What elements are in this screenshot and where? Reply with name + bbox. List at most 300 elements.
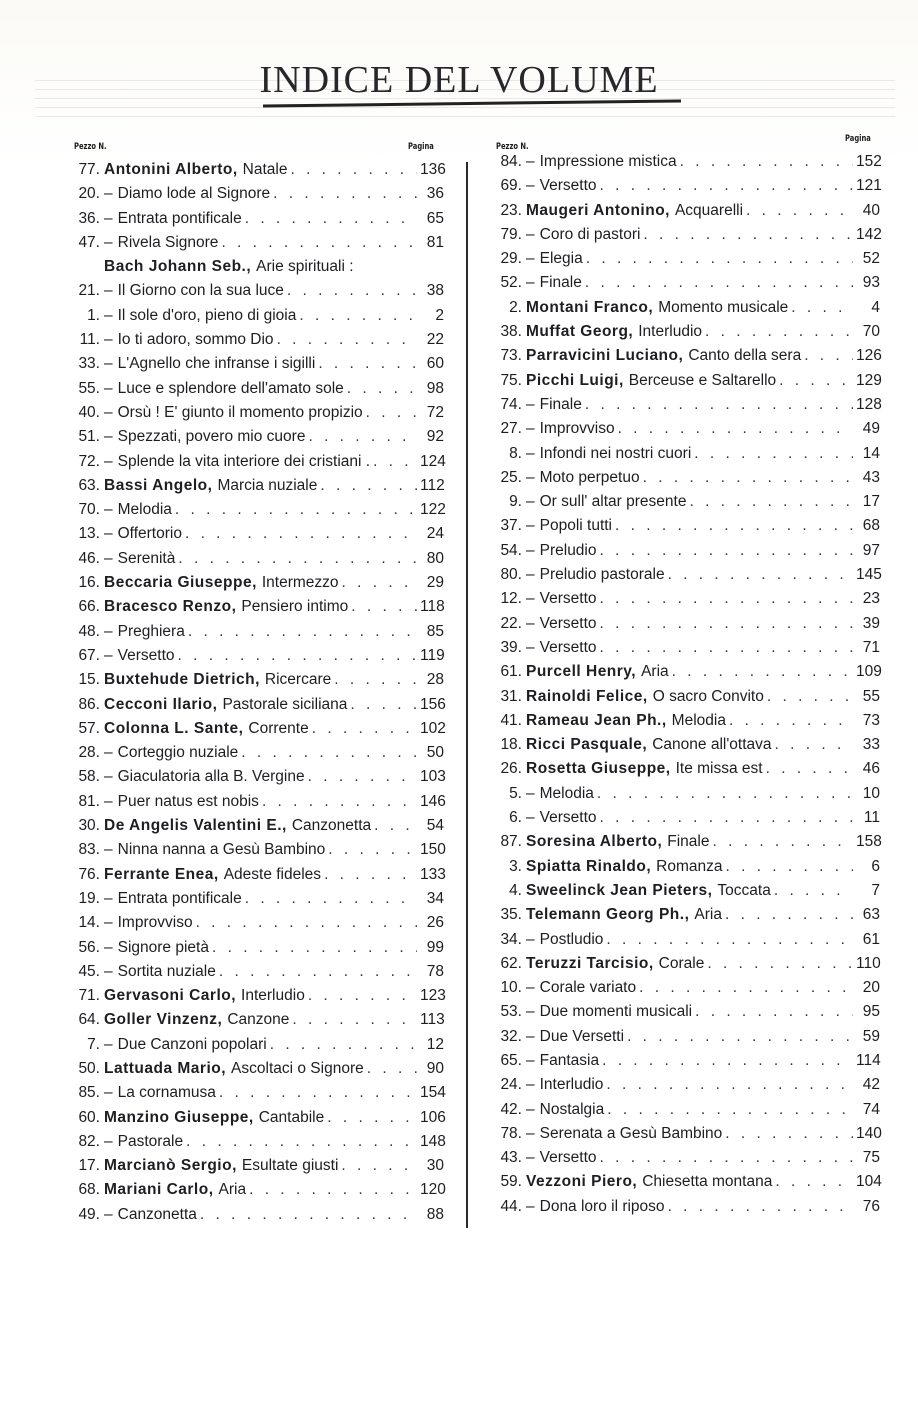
index-entry xyxy=(496,1170,880,1194)
work-title: Cantabile xyxy=(258,1108,325,1126)
piece-number: 65. xyxy=(500,1051,522,1069)
dot-leader xyxy=(643,466,853,490)
work-title: Canone all'ottava xyxy=(652,736,772,754)
composer-name: Muffat Georg, xyxy=(526,323,634,341)
entry-dash: – xyxy=(104,1084,113,1102)
work-title: Versetto xyxy=(539,809,597,827)
dot-leader xyxy=(639,976,853,1000)
piece-number: 4. xyxy=(509,881,522,899)
entry-dash: – xyxy=(104,841,113,859)
entry-dash: – xyxy=(104,938,113,956)
entry-dash: – xyxy=(104,331,113,349)
work-title: Ascoltaci o Signore xyxy=(231,1059,364,1077)
work-title: Impressione mistica xyxy=(539,153,677,170)
page-number: 73 xyxy=(862,711,880,729)
piece-number: 64. xyxy=(78,1011,100,1029)
dot-leader xyxy=(347,377,417,401)
dot-leader xyxy=(270,1033,417,1057)
index-entry xyxy=(496,150,880,174)
index-entry xyxy=(496,271,880,295)
piece-number: 85. xyxy=(78,1084,100,1102)
page-number: 109 xyxy=(856,663,882,681)
entry-dash: – xyxy=(104,355,113,373)
index-entry xyxy=(496,806,880,830)
composer-name: Teruzzi Tarcisio, xyxy=(526,954,654,972)
work-title: Luce e splendore dell'amato sole xyxy=(117,379,344,397)
work-title: Interludio xyxy=(638,323,703,341)
work-title: Canto della sera xyxy=(688,347,802,365)
page-number: 7 xyxy=(871,881,880,899)
dot-leader xyxy=(273,182,417,206)
piece-number: 48. xyxy=(78,622,100,640)
index-entry xyxy=(496,563,880,587)
index-entry xyxy=(74,717,444,741)
work-title: Giaculatoria alla B. Vergine xyxy=(117,768,305,786)
dot-leader xyxy=(308,984,417,1008)
dot-leader xyxy=(366,401,417,425)
page-number: 23 xyxy=(862,590,880,608)
entry-dash: – xyxy=(526,250,535,268)
piece-number: 27. xyxy=(500,420,522,438)
page-number: 126 xyxy=(856,347,882,365)
index-entry xyxy=(496,587,880,611)
page-number: 119 xyxy=(420,646,445,664)
entry-dash: – xyxy=(104,282,113,300)
piece-number: 34. xyxy=(500,930,522,948)
dot-leader xyxy=(188,620,417,644)
work-title: Aria xyxy=(694,906,722,924)
work-title: Infondi nei nostri cuori xyxy=(539,444,692,462)
work-title: L'Agnello che infranse i sigilli xyxy=(117,355,316,373)
page-number: 4 xyxy=(871,298,880,316)
entry-dash: – xyxy=(526,614,535,632)
dot-leader xyxy=(600,612,854,636)
right-page-header: Pagina xyxy=(845,134,871,144)
dot-leader xyxy=(196,911,417,935)
index-entry xyxy=(74,765,444,789)
piece-number: 60. xyxy=(78,1108,100,1126)
entry-dash: – xyxy=(526,444,535,462)
page-number: 63 xyxy=(862,906,880,924)
index-entry xyxy=(74,352,444,376)
piece-number: 21. xyxy=(78,282,100,300)
composer-name: Picchi Luigi, xyxy=(526,371,624,389)
index-entry xyxy=(496,976,880,1000)
page-number: 71 xyxy=(862,638,880,656)
dot-leader xyxy=(342,571,417,595)
work-title: Postludio xyxy=(539,930,604,948)
entry-dash: – xyxy=(104,1205,113,1223)
piece-number: 47. xyxy=(78,233,100,251)
entry-dash: – xyxy=(526,177,535,195)
work-title: O sacro Convito xyxy=(652,687,764,705)
work-title: Signore pietà xyxy=(117,938,209,956)
entry-dash: – xyxy=(526,638,535,656)
piece-number: 17. xyxy=(78,1157,100,1175)
piece-number: 50. xyxy=(78,1059,100,1077)
entry-dash: – xyxy=(104,403,113,421)
index-entry xyxy=(496,393,880,417)
index-entry xyxy=(496,1025,880,1049)
index-entry xyxy=(74,1057,444,1081)
piece-number: 25. xyxy=(500,468,522,486)
work-title: Ite missa est xyxy=(675,760,763,778)
dot-leader xyxy=(607,1098,853,1122)
dot-leader xyxy=(725,903,853,927)
column-divider xyxy=(466,162,468,1228)
index-entry xyxy=(496,903,880,927)
piece-number: 81. xyxy=(78,792,100,810)
dot-leader xyxy=(725,1122,853,1146)
work-title: Puer natus est nobis xyxy=(117,792,259,810)
composer-name: Sweelinck Jean Pieters, xyxy=(526,881,713,899)
piece-number: 20. xyxy=(78,185,100,203)
composer-name: Purcell Henry, xyxy=(526,663,637,681)
piece-number: 70. xyxy=(78,501,100,519)
index-entry xyxy=(496,1146,880,1170)
index-entry xyxy=(74,668,444,692)
dot-leader xyxy=(221,231,417,255)
work-title: Momento musicale xyxy=(658,298,789,316)
page-number: 49 xyxy=(862,420,880,438)
index-entry xyxy=(496,685,880,709)
dot-leader xyxy=(292,1008,417,1032)
index-entry xyxy=(496,879,880,903)
composer-name: Bracesco Renzo, xyxy=(104,598,237,616)
index-entry xyxy=(74,936,444,960)
composer-name: Parravicini Luciano, xyxy=(526,347,684,365)
piece-number: 77. xyxy=(78,161,100,178)
dot-leader xyxy=(775,1170,853,1194)
entry-dash: – xyxy=(104,379,113,397)
page-number: 76 xyxy=(862,1197,880,1215)
piece-number: 86. xyxy=(78,695,100,713)
work-title: Il Giorno con la sua luce xyxy=(117,282,284,300)
dot-leader xyxy=(334,668,417,692)
page-number: 12 xyxy=(426,1035,444,1053)
page-number: 110 xyxy=(856,954,881,972)
work-title: Versetto xyxy=(539,177,597,195)
index-entry xyxy=(74,425,444,449)
work-title: Or sull' altar presente xyxy=(539,493,687,511)
index-entry xyxy=(496,733,880,757)
work-title: Versetto xyxy=(539,614,597,632)
work-title: Finale xyxy=(539,395,582,413)
work-title: Canzone xyxy=(227,1011,290,1029)
index-entry xyxy=(496,466,880,490)
piece-number: 3. xyxy=(509,857,522,875)
dot-leader xyxy=(351,595,417,619)
composer-name: Buxtehude Dietrich, xyxy=(104,671,260,689)
composer-name: Soresina Alberto, xyxy=(526,833,663,851)
work-title: Interludio xyxy=(241,987,305,1005)
piece-number: 15. xyxy=(78,671,100,689)
piece-number: 82. xyxy=(78,1132,100,1150)
work-title: Chiesetta montana xyxy=(642,1173,773,1191)
work-title: Due momenti musicali xyxy=(539,1003,693,1021)
piece-number: 35. xyxy=(500,906,522,924)
composer-name: Ricci Pasquale, xyxy=(526,736,648,754)
index-entry xyxy=(74,1081,444,1105)
entry-dash: – xyxy=(526,225,535,243)
work-title: Melodia xyxy=(117,501,172,519)
work-title: Sortita nuziale xyxy=(117,962,216,980)
piece-number: 54. xyxy=(500,541,522,559)
dot-leader xyxy=(600,539,854,563)
piece-number: 41. xyxy=(500,711,522,729)
page-number: 148 xyxy=(420,1132,446,1150)
piece-number: 58. xyxy=(78,768,100,786)
piece-number: 53. xyxy=(500,1003,522,1021)
index-entry xyxy=(74,1008,444,1032)
dot-leader xyxy=(341,1154,417,1178)
index-entry xyxy=(74,377,444,401)
entry-dash: – xyxy=(526,1076,535,1094)
page-number: 54 xyxy=(426,817,444,835)
index-entry xyxy=(496,928,880,952)
work-title: Finale xyxy=(539,274,582,292)
piece-number: 55. xyxy=(78,379,100,397)
work-title: Toccata xyxy=(717,881,771,899)
page-number: 42 xyxy=(862,1076,880,1094)
dot-leader xyxy=(712,830,853,854)
page-number: 98 xyxy=(426,379,444,397)
dot-leader xyxy=(602,1049,853,1073)
composer-name: Bach Johann Seb., xyxy=(104,258,252,276)
piece-number: 84. xyxy=(500,153,522,170)
dot-leader xyxy=(774,879,853,903)
work-title: Offertorio xyxy=(117,525,182,543)
dot-leader xyxy=(318,352,417,376)
index-entry xyxy=(74,498,444,522)
composer-name: Marcianò Sergio, xyxy=(104,1157,237,1175)
entry-dash: – xyxy=(104,428,113,446)
page-number: 121 xyxy=(856,177,882,195)
work-title: Elegia xyxy=(539,250,583,268)
index-entry xyxy=(496,1195,880,1219)
page-number: 97 xyxy=(862,541,880,559)
dot-leader xyxy=(178,644,418,668)
dot-leader xyxy=(729,709,853,733)
piece-number: 38. xyxy=(500,323,522,341)
page-number: 29 xyxy=(426,574,444,592)
dot-leader xyxy=(707,952,853,976)
page-title: INDICE DEL VOLUME xyxy=(259,59,659,101)
piece-number: 28. xyxy=(78,744,100,762)
page-number: 39 xyxy=(862,614,880,632)
page-number: 33 xyxy=(862,736,880,754)
piece-number: 40. xyxy=(78,403,100,421)
index-entry xyxy=(74,620,444,644)
entry-dash: – xyxy=(104,792,113,810)
entry-dash: – xyxy=(104,233,113,251)
index-entry xyxy=(74,231,444,255)
piece-number: 73. xyxy=(500,347,522,365)
dot-leader xyxy=(178,547,417,571)
composer-name: Montani Franco, xyxy=(526,298,654,316)
entry-dash: – xyxy=(526,274,535,292)
index-entry xyxy=(74,1154,444,1178)
work-title: Serenata a Gesù Bambino xyxy=(539,1124,723,1142)
entry-dash: – xyxy=(104,452,113,470)
piece-number: 75. xyxy=(500,371,522,389)
dot-leader xyxy=(219,1081,417,1105)
page-number: 46 xyxy=(862,760,880,778)
page-number: 136 xyxy=(420,161,446,178)
piece-number: 69. xyxy=(500,177,522,195)
page-number: 38 xyxy=(426,282,444,300)
work-title: Versetto xyxy=(539,638,597,656)
work-title: Natale xyxy=(242,161,288,178)
index-entry xyxy=(74,863,444,887)
page-number: 123 xyxy=(420,987,446,1005)
work-title: Versetto xyxy=(539,1149,597,1167)
dot-leader xyxy=(600,1146,854,1170)
piece-number: 52. xyxy=(500,274,522,292)
index-entry xyxy=(496,514,880,538)
piece-number: 63. xyxy=(78,476,100,494)
piece-number: 24. xyxy=(500,1076,522,1094)
composer-name: Colonna L. Sante, xyxy=(104,719,244,737)
entry-dash: – xyxy=(104,744,113,762)
entry-dash: – xyxy=(526,1197,535,1215)
work-title: Melodia xyxy=(671,711,726,729)
entry-dash: – xyxy=(104,306,113,324)
index-entry xyxy=(496,320,880,344)
entry-dash: – xyxy=(526,468,535,486)
page-number: 106 xyxy=(420,1108,446,1126)
dot-leader xyxy=(600,587,854,611)
index-entry xyxy=(496,660,880,684)
page-number: 114 xyxy=(856,1051,881,1069)
work-title: Marcia nuziale xyxy=(217,476,318,494)
index-entry xyxy=(74,790,444,814)
piece-number: 56. xyxy=(78,938,100,956)
index-entry xyxy=(74,255,444,279)
entry-dash: – xyxy=(104,622,113,640)
piece-number: 31. xyxy=(500,687,522,705)
dot-leader xyxy=(312,717,417,741)
dot-leader xyxy=(597,782,853,806)
page-number: 60 xyxy=(426,355,444,373)
index-entry xyxy=(496,855,880,879)
index-entry xyxy=(496,1098,880,1122)
work-title: Diamo lode al Signore xyxy=(117,185,271,203)
piece-number: 2. xyxy=(509,298,522,316)
index-entry xyxy=(496,223,880,247)
piece-number: 46. xyxy=(78,549,100,567)
page-number: 75 xyxy=(862,1149,880,1167)
work-title: Versetto xyxy=(539,590,597,608)
index-entry xyxy=(74,401,444,425)
work-title: Spezzati, povero mio cuore xyxy=(117,428,306,446)
composer-name: Rainoldi Felice, xyxy=(526,687,648,705)
left-page-header: Pagina xyxy=(408,142,434,152)
dot-leader xyxy=(212,936,417,960)
dot-leader xyxy=(668,563,853,587)
page-number: 88 xyxy=(426,1205,444,1223)
dot-leader xyxy=(245,207,417,231)
page-number: 6 xyxy=(871,857,880,875)
work-title: Entrata pontificale xyxy=(117,889,242,907)
page-number: 20 xyxy=(862,979,880,997)
piece-number: 87. xyxy=(500,833,522,851)
piece-number: 5. xyxy=(509,784,522,802)
dot-leader xyxy=(766,757,853,781)
index-entry xyxy=(496,830,880,854)
page-number: 24 xyxy=(426,525,444,543)
page-number: 93 xyxy=(862,274,880,292)
piece-number: 59. xyxy=(500,1173,522,1191)
entry-dash: – xyxy=(526,590,535,608)
page-number: 152 xyxy=(856,153,882,170)
page-number: 43 xyxy=(862,468,880,486)
page-number: 40 xyxy=(862,201,880,219)
page-number: 11 xyxy=(863,809,880,827)
work-title: Improvviso xyxy=(117,914,193,932)
dot-leader xyxy=(320,474,417,498)
index-entry xyxy=(74,571,444,595)
dot-leader xyxy=(775,733,853,757)
entry-dash: – xyxy=(526,395,535,413)
index-entry xyxy=(74,450,444,474)
page-number: 30 xyxy=(426,1157,444,1175)
work-title: Acquarelli xyxy=(674,201,744,219)
work-title: Due Canzoni popolari xyxy=(117,1035,267,1053)
piece-number: 29. xyxy=(500,250,522,268)
work-title: Moto perpetuo xyxy=(539,468,640,486)
piece-number: 32. xyxy=(500,1027,522,1045)
dot-leader xyxy=(241,741,417,765)
page-number: 10 xyxy=(862,784,880,802)
dot-leader xyxy=(618,417,853,441)
page-number: 145 xyxy=(856,566,882,584)
dot-leader xyxy=(694,442,853,466)
piece-number: 19. xyxy=(78,889,100,907)
work-title: Corale xyxy=(658,954,705,972)
dot-leader xyxy=(705,320,853,344)
piece-number: 1. xyxy=(87,306,100,324)
piece-number: 39. xyxy=(500,638,522,656)
dot-leader xyxy=(746,199,853,223)
work-title: Intermezzo xyxy=(261,574,339,592)
page-number: 85 xyxy=(426,622,444,640)
dot-leader xyxy=(606,1073,853,1097)
dot-leader xyxy=(367,1057,417,1081)
dot-leader xyxy=(308,425,417,449)
dot-leader xyxy=(245,887,417,911)
dot-leader xyxy=(804,344,853,368)
work-title: Aria xyxy=(641,663,669,681)
index-entry xyxy=(496,344,880,368)
piece-number: 62. xyxy=(500,954,522,972)
dot-leader xyxy=(290,158,417,182)
piece-number: 66. xyxy=(78,598,100,616)
piece-number: 67. xyxy=(78,646,100,664)
entry-dash: – xyxy=(526,930,535,948)
work-title: Arie spirituali : xyxy=(256,258,354,276)
page-number: 68 xyxy=(862,517,880,535)
piece-number: 57. xyxy=(78,719,100,737)
index-entry xyxy=(74,814,444,838)
page-number: 28 xyxy=(426,671,444,689)
piece-number: 42. xyxy=(500,1100,522,1118)
composer-name: Bassi Angelo, xyxy=(104,476,213,494)
index-entry xyxy=(496,1122,880,1146)
dot-leader xyxy=(175,498,417,522)
work-title: La cornamusa xyxy=(117,1084,216,1102)
entry-dash: – xyxy=(104,889,113,907)
